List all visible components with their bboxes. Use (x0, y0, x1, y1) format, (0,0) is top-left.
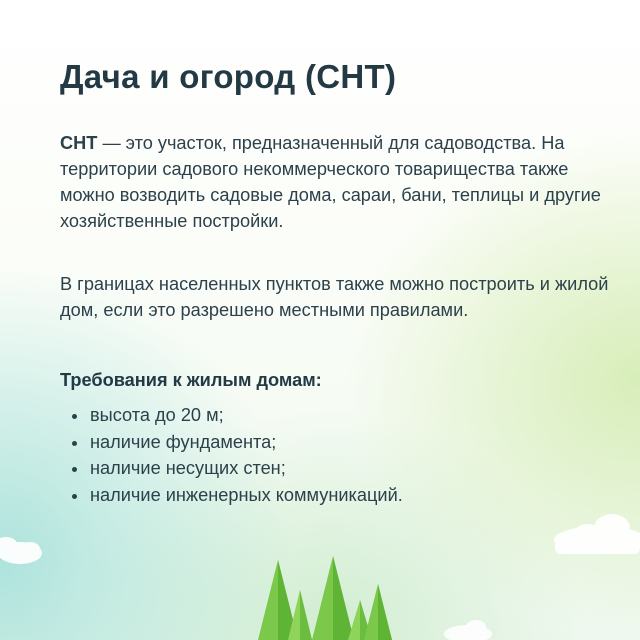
list-item-text: наличие инженерных коммуникаций. (90, 484, 403, 505)
tree-icon (364, 584, 392, 640)
list-item-text: наличие фундамента; (90, 431, 277, 452)
list-item-text: высота до 20 м; (90, 405, 224, 425)
cloud-right-icon (554, 514, 640, 554)
list-item (70, 482, 403, 509)
list-item-text: наличие несущих стен; (90, 458, 286, 478)
requirements-title: Требования к жилым домам: (60, 370, 322, 390)
requirements-list (70, 402, 403, 508)
term-snt: СНТ (60, 133, 98, 153)
intro-paragraph (60, 130, 620, 234)
tree-icon (312, 556, 354, 640)
bullet-icon (72, 494, 77, 499)
intro-text: — это участок, предназначенный для садоводства. На территории садового некоммерческого товарищества также можно возводить садовые дома, сараи, бани, теплицы и другие хозяйственные постройки. (60, 133, 601, 231)
page-title: Дача и огород (СНТ) (60, 58, 397, 95)
bullet-icon (72, 441, 77, 446)
list-item (70, 429, 403, 456)
cloud-bottom-icon (444, 620, 492, 640)
bullet-icon (72, 467, 77, 472)
cloud-left-icon (0, 537, 42, 564)
residential-paragraph: В границах населенных пунктов также можно построить и жилой дом, если это разрешено местными правилами. (60, 274, 609, 320)
list-item (70, 402, 403, 429)
bullet-icon (72, 414, 77, 419)
list-item (70, 455, 403, 482)
